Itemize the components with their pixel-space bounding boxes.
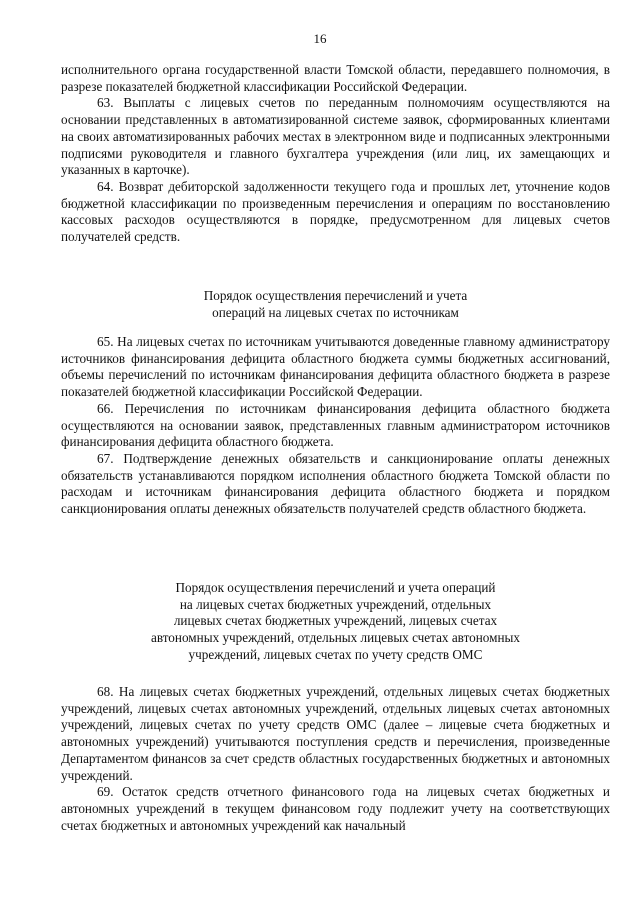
section-heading-institutions: [61, 580, 610, 664]
paragraph-63: 63. Выплаты с лицевых счетов по переданным полномочиям осуществляются на основании представленных в автоматизированной системе заявок, сформированных клиентами на своих автоматизированных рабочих местах в электронном виде и подписанных электронными подписями руководителя и главного бухгалтера учреждения (или лиц, их замещающих и указанных в карточке).: [61, 95, 610, 178]
page-number: 16: [313, 31, 327, 46]
text-block-3: [61, 684, 610, 834]
paragraph-continuation: исполнительного органа государственной власти Томской области, передавшего полномочия, в разрезе показателей бюджетной классификации Российской Федерации.: [61, 62, 610, 94]
heading-line: Порядок осуществления перечислений и учета: [203, 288, 468, 303]
section-heading-sources: [61, 288, 610, 321]
paragraph-69: 69. Остаток средств отчетного финансового года на лицевых счетах бюджетных и автономных учреждений в текущем финансовом году подлежит учету на соответствующих счетах бюджетных и автономных учреждений как начальный: [61, 784, 610, 833]
text-block-2: [61, 334, 610, 518]
heading-line: на лицевых счетах бюджетных учреждений, отдельных: [179, 596, 492, 612]
paragraph-68: 68. На лицевых счетах бюджетных учреждений, отдельных лицевых счетах бюджетных учреждений, лицевых счетах автономных учреждений, отдельных лицевых счетах автономных учреждений, лицевых счетах по учету средств ОМС (далее – лицевые счета бюджетных и автономных учреждений) учитываются поступления средств и перечисления, произведенные Департаментом финансов за счет средств областных государственных бюджетных и автономных учреждений.: [61, 684, 610, 783]
heading-line: операций на лицевых счетах по источникам: [212, 304, 459, 320]
heading-line: Порядок осуществления перечислений и учета операций: [175, 580, 496, 595]
paragraph-65: 65. На лицевых счетах по источникам учитываются доведенные главному администратору источников финансирования дефицита областного бюджета суммы бюджетных ассигнований, объемы перечислений по источникам финансирования дефицита областного бюджета в разрезе показателей бюджетной классификации Российской Федерации.: [61, 334, 610, 400]
heading-line: лицевых счетах бюджетных учреждений, лицевых счетах: [173, 613, 498, 629]
paragraph-67: 67. Подтверждение денежных обязательств и санкционирование оплаты денежных обязательств устанавливаются порядком исполнения областного бюджета Томской области по расходам и источникам финансирования дефицита областного бюджета и порядком санкционирования оплаты денежных обязательств получателей средств областного бюджета.: [61, 450, 610, 517]
heading-line: автономных учреждений, отдельных лицевых счетах автономных: [150, 630, 521, 646]
heading-line: учреждений, лицевых счетах по учету средств ОМС: [188, 646, 483, 662]
paragraph-66: 66. Перечисления по источникам финансирования дефицита областного бюджета осуществляются на основании заявок, представленных главным администратором источников финансирования дефицита областного бюджета.: [61, 400, 610, 450]
text-block-1: [61, 62, 610, 246]
paragraph-64: 64. Возврат дебиторской задолженности текущего года и прошлых лет, уточнение кодов бюджетной классификации по произведенным перечисления и операциям по восстановлению кассовых расходов осуществляются в порядке, предусмотренном для лицевых счетов получателей средств.: [61, 178, 610, 245]
